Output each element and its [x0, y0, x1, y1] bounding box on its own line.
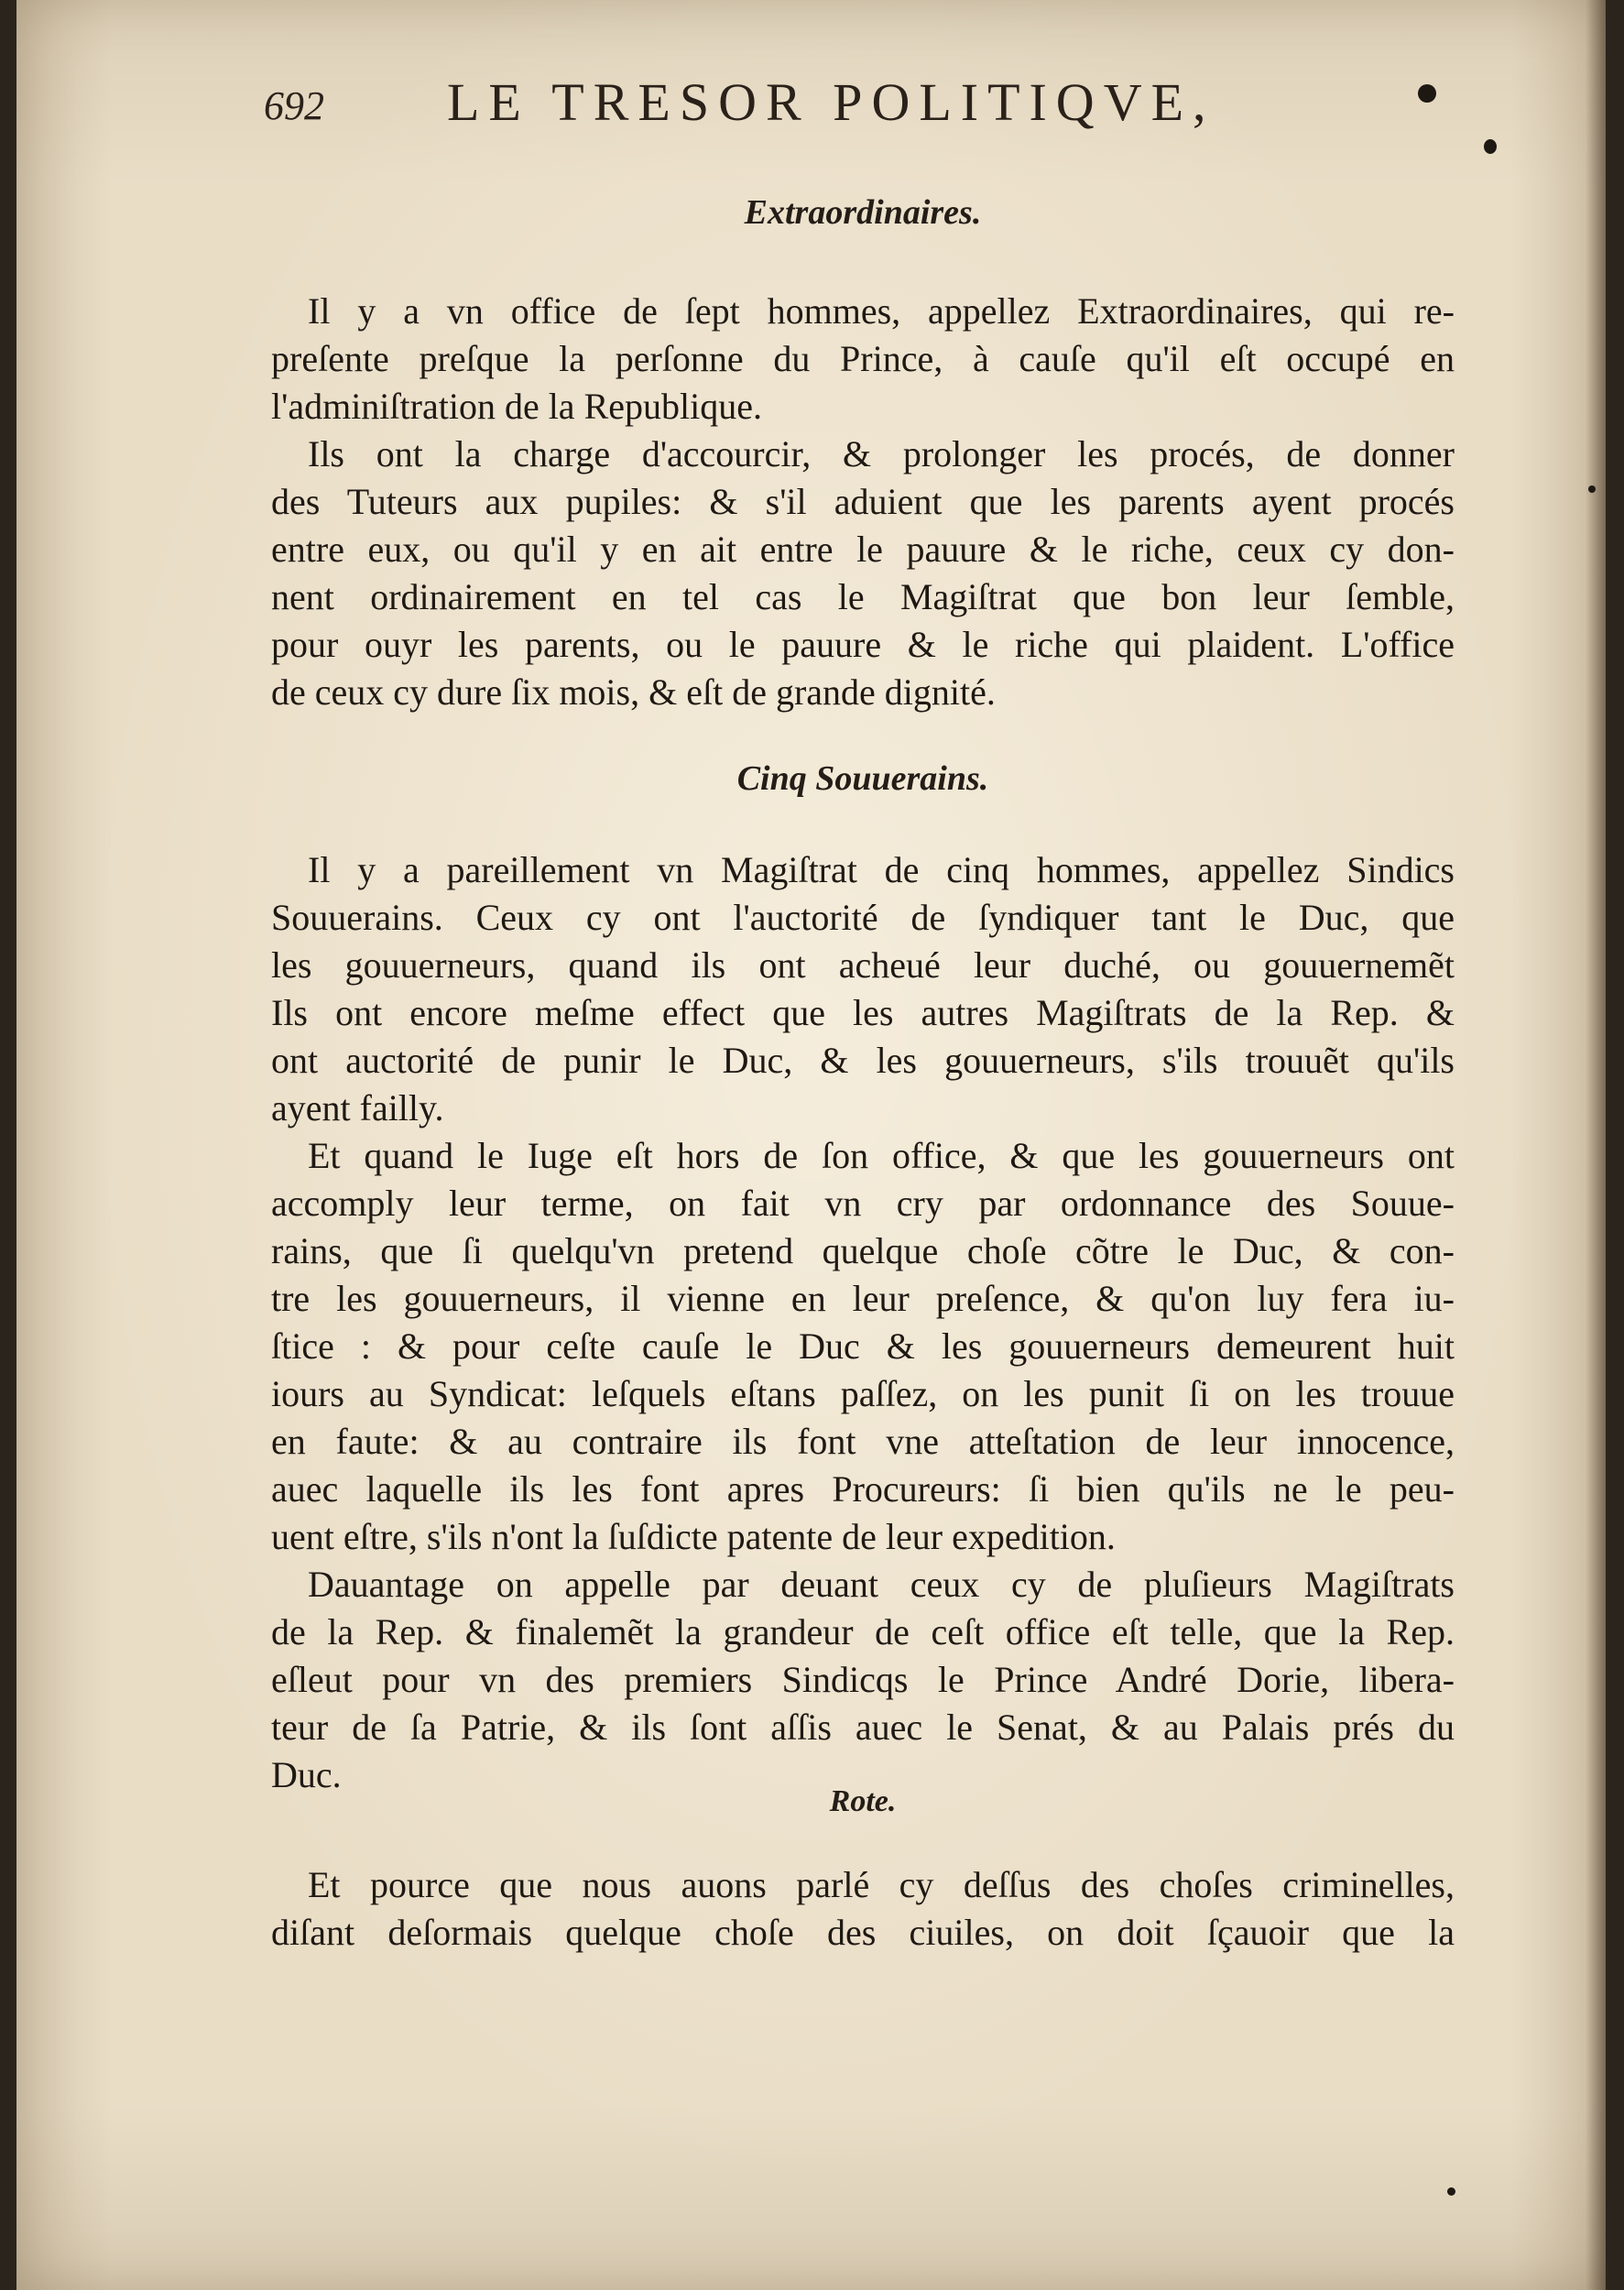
text-line: Duc.	[271, 1754, 342, 1795]
page-header	[245, 71, 1345, 145]
ink-blot-decoration	[1447, 2187, 1455, 2196]
text-line: des Tuteurs aux pupiles: & s'il aduient que les parents ayent procés	[271, 481, 1455, 522]
book-page	[16, 0, 1606, 2290]
text-line: eſleut pour vn des premiers Sindicqs le Prince André Dorie, libera-	[271, 1659, 1455, 1700]
ink-blot-decoration	[1484, 139, 1497, 154]
section-heading: Extraordinaires.	[744, 193, 982, 232]
text-line: Et quand le Iuge eſt hors de ſon office, & que les gouuerneurs ont	[308, 1135, 1455, 1176]
text-line: les gouuerneurs, quand ils ont acheué leur duché, ou gouuernemẽt	[271, 944, 1455, 986]
text-line: ont auctorité de punir le Duc, & les gouuerneurs, s'ils trouuẽt qu'ils	[271, 1040, 1455, 1081]
ink-blot-decoration	[1418, 84, 1436, 103]
text-line: Dauantage on appelle par deuant ceux cy de pluſieurs Magiſtrats	[308, 1564, 1455, 1605]
text-line: de la Rep. & finalemẽt la grandeur de ceſt office eſt telle, que la Rep.	[271, 1611, 1455, 1652]
text-line: teur de ſa Patrie, & ils ſont aſſis auec le Senat, & au Palais prés du	[271, 1707, 1455, 1748]
section-heading: Cinq Souuerains.	[736, 759, 989, 798]
page-edge-shadow	[1586, 0, 1606, 2290]
text-line: entre eux, ou qu'il y en ait entre le pauure & le riche, ceux cy don-	[271, 529, 1455, 570]
text-line: nent ordinairement en tel cas le Magiſtrat que bon leur ſemble,	[271, 576, 1455, 617]
ink-blot-decoration	[1588, 485, 1596, 493]
running-title: LE TRESOR POLITIQVE,	[447, 72, 1215, 132]
paragraph	[271, 1561, 1455, 1799]
text-block	[271, 192, 1455, 742]
text-line: Il y a pareillement vn Magiſtrat de cinq hommes, appellez Sindics	[308, 849, 1455, 890]
text-line: accomply leur terme, on fait vn cry par ordonnance des Souue-	[271, 1183, 1455, 1224]
text-line: uent eſtre, s'ils n'ont la ſuſdicte patente de leur expedition.	[271, 1516, 1116, 1557]
text-line: pour ouyr les parents, ou le pauure & le riche qui plaident. L'office	[271, 624, 1455, 665]
text-line: en faute: & au contraire ils font vne atteſtation de leur innocence,	[271, 1421, 1455, 1462]
text-line: preſente preſque la perſonne du Prince, à cauſe qu'il eſt occupé en	[271, 338, 1455, 379]
page-number: 692	[264, 83, 324, 128]
paragraph	[271, 1132, 1455, 1561]
text-line: Ils ont la charge d'accourcir, & prolonger les procés, de donner	[308, 433, 1455, 474]
text-line: auec laquelle ils les font apres Procureurs: ſi bien qu'ils ne le peu-	[271, 1468, 1455, 1510]
text-line: de ceux cy dure ſix mois, & eſt de grande dignité.	[271, 671, 996, 713]
paragraph	[271, 846, 1455, 1132]
text-line: tre les gouuerneurs, il vienne en leur preſence, & qu'on luy fera iu-	[271, 1278, 1455, 1319]
text-line: Souuerains. Ceux cy ont l'auctorité de ſyndiquer tant le Duc, que	[271, 897, 1455, 938]
paragraph	[271, 431, 1455, 716]
text-line: Il y a vn office de ſept hommes, appellez Extraordinaires, qui re-	[308, 290, 1455, 332]
text-line: ſtice : & pour ceſte cauſe le Duc & les gouuerneurs demeurent huit	[271, 1325, 1455, 1367]
text-line: Et pource que nous auons parlé cy deſſus des choſes criminelles,	[308, 1864, 1455, 1905]
paragraph	[271, 1861, 1455, 1957]
text-line: l'adminiſtration de la Republique.	[271, 386, 762, 427]
section-heading: Rote.	[829, 1784, 897, 1818]
text-block	[271, 1784, 1455, 1968]
text-line: Ils ont encore meſme effect que les autres Magiſtrats de la Rep. &	[271, 992, 1455, 1033]
text-line: ayent failly.	[271, 1087, 444, 1129]
paragraph	[271, 288, 1455, 431]
text-line: rains, que ſi quelqu'vn pretend quelque choſe cõtre le Duc, & con-	[271, 1230, 1455, 1271]
text-line: diſant deſormais quelque choſe des ciuiles, on doit ſçauoir que la	[271, 1912, 1455, 1953]
text-block	[271, 758, 1455, 1795]
text-line: iours au Syndicat: leſquels eſtans paſſez, on les punit ſi on les trouue	[271, 1373, 1455, 1414]
